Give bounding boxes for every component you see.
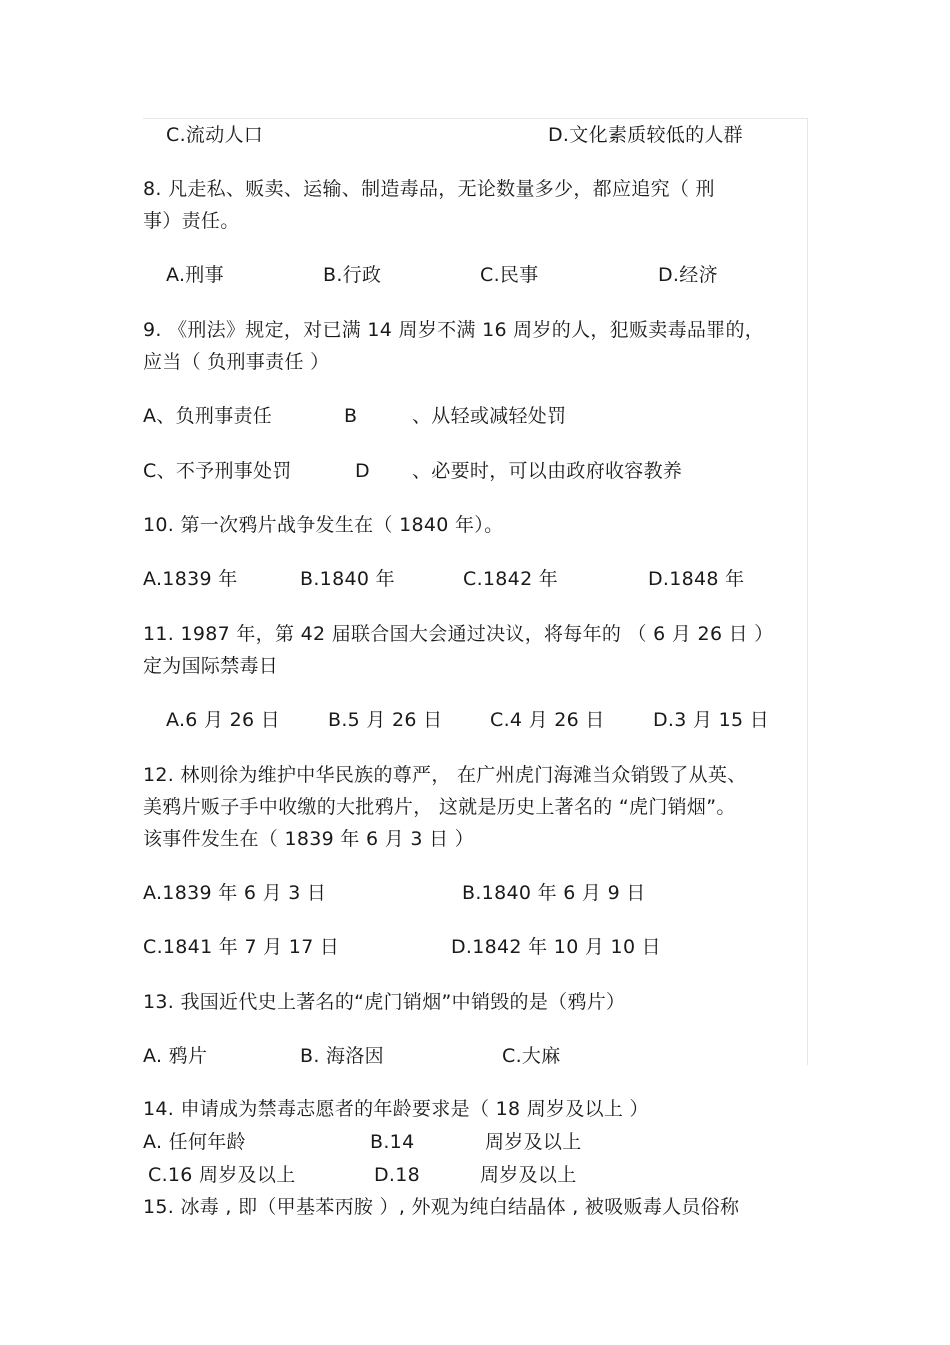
q10-option-c: C.1842 年 <box>463 568 559 590</box>
q9-question-line2: 应当（ 负刑事责任 ） <box>143 351 330 373</box>
q12-question-line3: 该事件发生在（ 1839 年 6 月 3 日 ） <box>143 828 475 850</box>
q14-option-d-tail: 周岁及以上 <box>480 1164 577 1186</box>
page-frame <box>143 118 808 1065</box>
q8-option-d: D.经济 <box>658 264 718 286</box>
q8-option-b: B.行政 <box>323 264 382 286</box>
q14-option-d: D.18 <box>374 1164 421 1186</box>
q11-option-b: B.5 月 26 日 <box>328 709 443 731</box>
q12-option-a: A.1839 年 6 月 3 日 <box>143 882 327 904</box>
q10-option-a: A.1839 年 <box>143 568 238 590</box>
q11-question-line2: 定为国际禁毒日 <box>143 655 279 677</box>
q12-question-line2: 美鸦片贩子手中收缴的大批鸦片， 这就是历史上著名的 “虎门销烟”。 <box>143 796 736 818</box>
q11-option-a: A.6 月 26 日 <box>166 709 281 731</box>
q13-option-b: B. 海洛因 <box>300 1045 384 1067</box>
q9-option-d-letter: D <box>355 460 370 482</box>
q14-option-a: A. 任何年龄 <box>143 1131 246 1153</box>
q14-option-c: C.16 周岁及以上 <box>148 1164 296 1186</box>
q9-option-b: 、从轻或减轻处罚 <box>412 405 567 427</box>
q13-question: 13. 我国近代史上著名的“虎门销烟”中销毁的是（鸦片） <box>143 991 626 1013</box>
q12-option-b: B.1840 年 6 月 9 日 <box>462 882 646 904</box>
q10-option-b: B.1840 年 <box>300 568 395 590</box>
q8-option-a: A.刑事 <box>166 264 224 286</box>
q14-option-b-tail: 周岁及以上 <box>485 1131 582 1153</box>
q14-option-b: B.14 <box>370 1131 415 1153</box>
q12-question-line1: 12. 林则徐为维护中华民族的尊严， 在广州虎门海滩当众销毁了从英、 <box>143 764 747 786</box>
q13-option-c: C.大麻 <box>502 1045 561 1067</box>
q14-question: 14. 申请成为禁毒志愿者的年龄要求是（ 18 周岁及以上 ） <box>143 1098 649 1120</box>
q9-question-line1: 9. 《刑法》规定，对已满 14 周岁不满 16 周岁的人，犯贩卖毒品罪的， <box>143 319 765 341</box>
q10-question: 10. 第一次鸦片战争发生在（ 1840 年）。 <box>143 514 504 536</box>
q9-option-a: A、负刑事责任 <box>143 405 273 427</box>
q11-question-line1: 11. 1987 年，第 42 届联合国大会通过决议，将每年的 （ 6 月 26 日 ） <box>143 623 774 645</box>
q9-option-c: C、不予刑事处罚 <box>143 460 292 482</box>
q12-option-d: D.1842 年 10 月 10 日 <box>451 936 661 958</box>
q15-question-line1: 15. 冰毒 , 即（甲基苯丙胺 ）, 外观为纯白结晶体 , 被吸贩毒人员俗称 <box>143 1196 740 1218</box>
q7-option-c: C.流动人口 <box>166 124 264 146</box>
q7-option-d: D.文化素质较低的人群 <box>548 124 743 146</box>
q11-option-d: D.3 月 15 日 <box>653 709 770 731</box>
q12-option-c: C.1841 年 7 月 17 日 <box>143 936 340 958</box>
q11-option-c: C.4 月 26 日 <box>490 709 605 731</box>
q8-question-line1: 8. 凡走私、贩卖、运输、制造毒品，无论数量多少，都应追究（ 刑 <box>143 178 715 200</box>
q8-option-c: C.民事 <box>480 264 539 286</box>
q10-option-d: D.1848 年 <box>648 568 745 590</box>
q13-option-a: A. 鸦片 <box>143 1045 208 1067</box>
q9-option-d: 、必要时，可以由政府收容教养 <box>412 460 683 482</box>
q9-option-b-letter: B <box>344 405 358 427</box>
q8-question-line2: 事）责任。 <box>143 210 240 232</box>
